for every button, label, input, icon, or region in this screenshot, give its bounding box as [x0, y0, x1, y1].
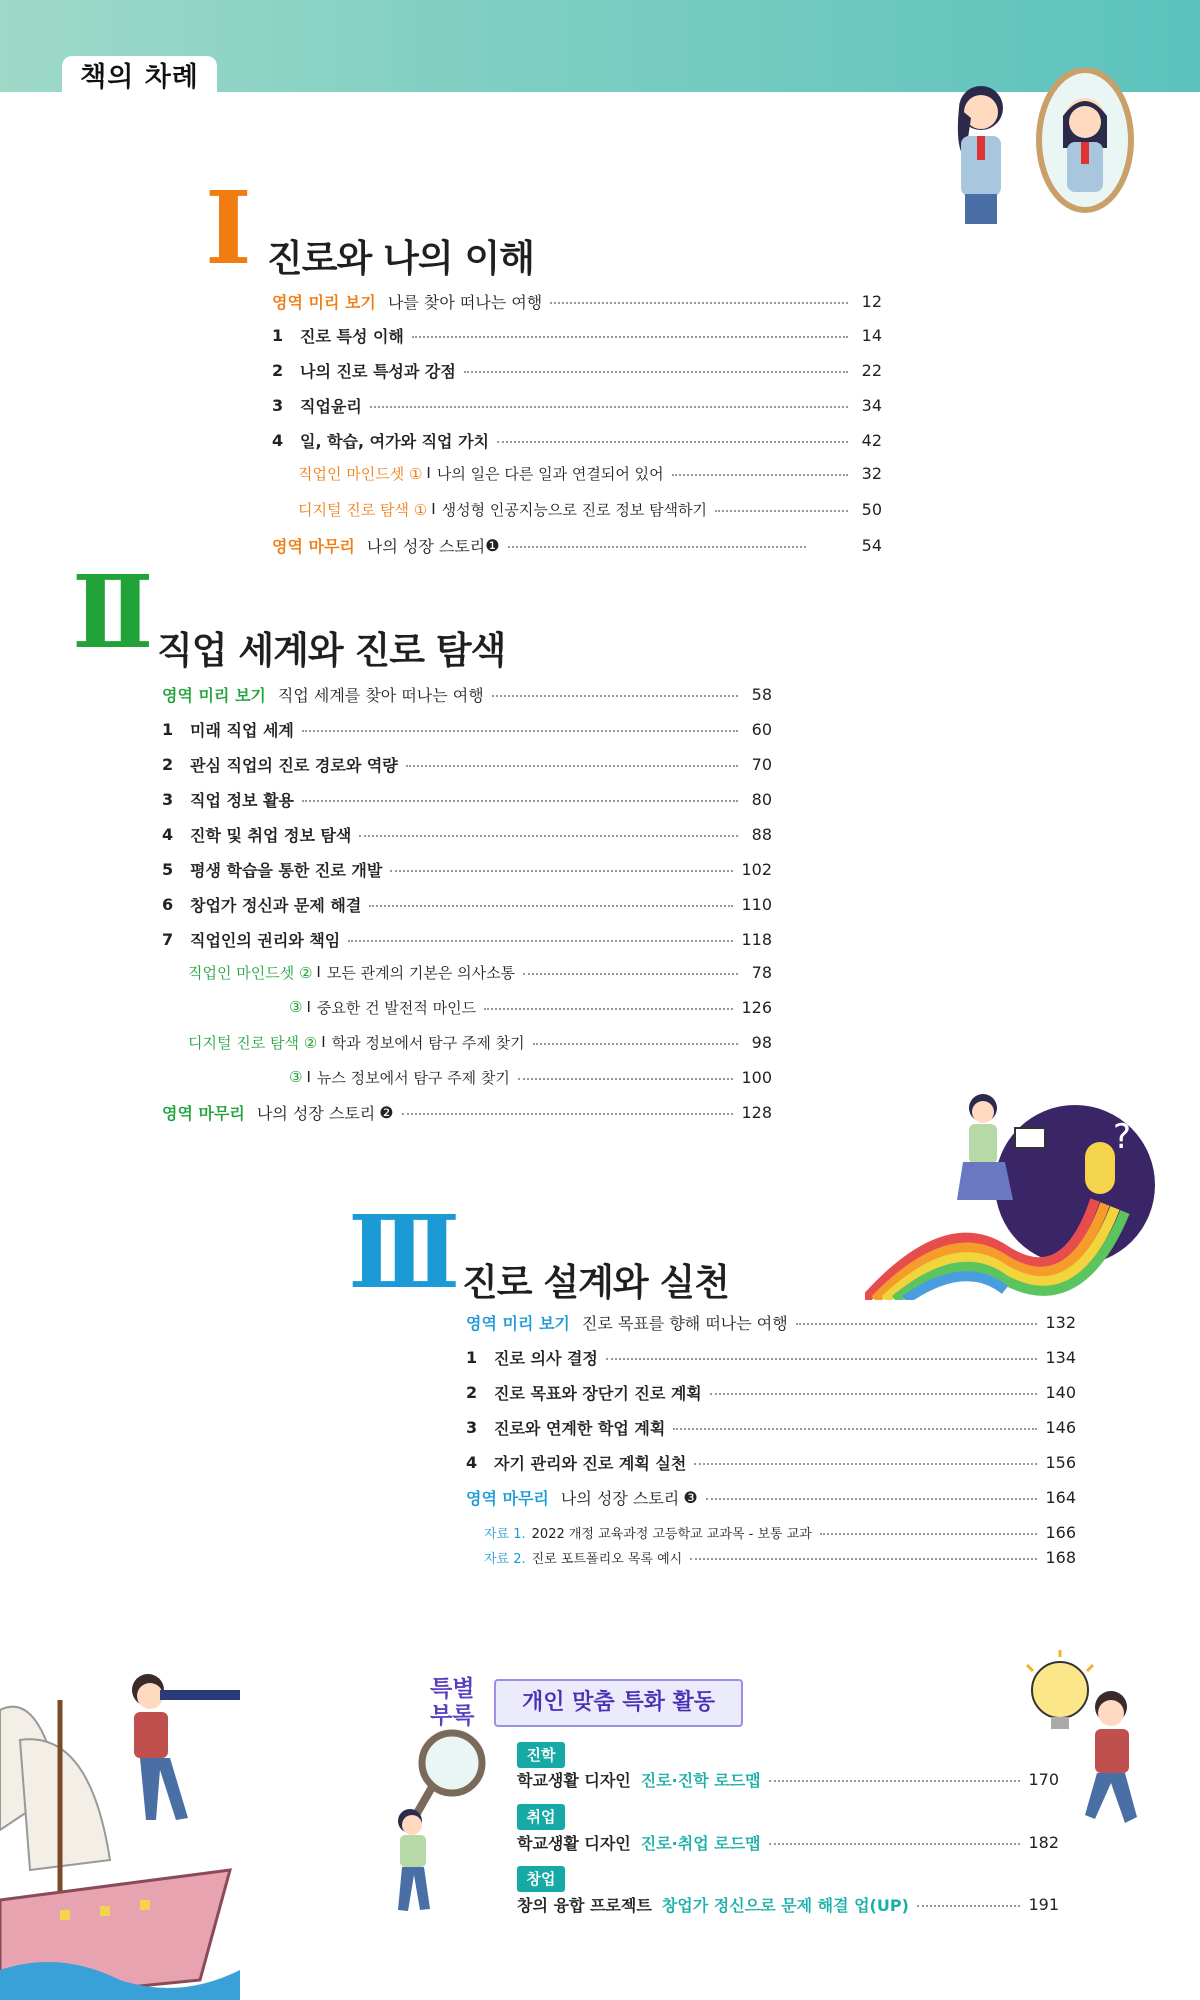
special-box-title: 개인 맞춤 특화 활동: [494, 1679, 743, 1727]
leader-dots: [302, 730, 738, 732]
part2-extra-2[interactable]: [289, 993, 772, 1021]
separator-bar: I: [316, 963, 321, 981]
review-badge: ❷: [379, 1102, 394, 1122]
girls-mirror-illustration: [935, 68, 1135, 240]
appendix-text: 2022 개정 교육과정 고등학교 교과목 - 보통 교과: [531, 1526, 812, 1542]
special-heading: [430, 1676, 486, 1730]
boy-lightbulb-illustration: [1015, 1645, 1165, 1855]
part1-review-row[interactable]: [272, 531, 882, 559]
part3-chapter-2[interactable]: [466, 1378, 1076, 1406]
special-heading-line2: 부록: [430, 1703, 475, 1729]
chip-admission: 진학: [517, 1742, 565, 1768]
chapter-number: 4: [162, 824, 174, 844]
chapter-number: 1: [466, 1347, 478, 1367]
separator-bar: I: [306, 998, 311, 1016]
part1-preview-text: 나를 찾아 떠나는 여행: [387, 292, 543, 312]
chip-startup: 창업: [517, 1866, 565, 1892]
part1-chapter-1[interactable]: [272, 321, 882, 349]
page-number: 164: [1045, 1487, 1076, 1507]
leader-dots: [523, 973, 738, 975]
leader-dots: [706, 1498, 1038, 1500]
part2-title: 직업 세계와 진로 탐색: [157, 629, 506, 672]
chapter-title: 평생 학습을 통한 진로 개발: [190, 860, 383, 880]
chapter-title: 진로 목표와 장단기 진로 계획: [494, 1383, 702, 1403]
chapter-title: 나의 진로 특성과 강점: [300, 361, 456, 381]
chapter-title: 진학 및 취업 정보 탐색: [190, 825, 352, 845]
leader-dots: [690, 1558, 1037, 1560]
appendix-row-2[interactable]: [484, 1543, 1076, 1571]
extra-label: ③: [289, 1068, 303, 1086]
leader-dots: [497, 441, 848, 443]
special-item-highlight: 창업가 정신으로 문제 해결 업(UP): [661, 1895, 909, 1915]
page-number: 102: [741, 859, 772, 879]
chapter-title: 진로 특성 이해: [300, 326, 404, 346]
appendix-text: 진로 포트폴리오 목록 예시: [531, 1551, 683, 1567]
chapter-number: 1: [162, 719, 174, 739]
page-number: 34: [861, 395, 882, 415]
part1-numeral: I: [205, 169, 252, 287]
extra-text: 뉴스 정보에서 탐구 주제 찾기: [316, 1068, 510, 1087]
part3-preview-row[interactable]: [466, 1308, 1076, 1336]
special-item-title: 창의 융합 프로젝트: [517, 1895, 652, 1915]
toc-tab: 책의 차례: [62, 56, 217, 96]
page-number: 88: [751, 824, 772, 844]
leader-dots: [917, 1905, 1021, 1907]
chapter-number: 3: [162, 789, 174, 809]
chapter-number: 1: [272, 325, 284, 345]
leader-dots: [710, 1393, 1038, 1395]
part1-chapter-3[interactable]: [272, 391, 882, 419]
leader-dots: [464, 371, 848, 373]
leader-dots: [769, 1780, 1021, 1782]
page-number: 146: [1045, 1417, 1076, 1437]
part2-numeral: II: [72, 553, 142, 671]
extra-text: 모든 관계의 기본은 의사소통: [326, 963, 516, 982]
page-number: 14: [861, 325, 882, 345]
page-number: 12: [861, 291, 882, 311]
part2-extra-1[interactable]: [188, 958, 772, 986]
page-number: 42: [861, 430, 882, 450]
special-item-highlight: 진로·진학 로드맵: [640, 1770, 761, 1790]
page-number: 170: [1028, 1769, 1059, 1789]
extra-label: ③: [289, 998, 303, 1016]
leader-dots: [402, 1113, 734, 1115]
extra-text: 학과 정보에서 탐구 주제 찾기: [331, 1033, 525, 1052]
leader-dots: [715, 510, 848, 512]
part1-chapter-4[interactable]: [272, 426, 882, 454]
extra-text: 중요한 건 발전적 마인드: [316, 998, 477, 1017]
leader-dots: [796, 1323, 1038, 1325]
part2-review-label: 영역 마무리: [162, 1103, 245, 1123]
part3-numeral: III: [348, 1193, 447, 1311]
leader-dots: [769, 1843, 1021, 1845]
part1-preview-row[interactable]: [272, 287, 882, 315]
separator-bar: I: [431, 500, 436, 518]
part3-review-label: 영역 마무리: [466, 1488, 549, 1508]
part3-preview-text: 진로 목표를 향해 떠나는 여행: [581, 1313, 788, 1333]
leader-dots: [359, 835, 738, 837]
girl-rainbow-illustration: [865, 1090, 1155, 1300]
chapter-title: 진로 의사 결정: [494, 1348, 598, 1368]
chapter-title: 일, 학습, 여가와 직업 가치: [300, 431, 489, 451]
part3-preview-label: 영역 미리 보기: [466, 1313, 570, 1333]
page-number: 100: [741, 1067, 772, 1087]
extra-text: 나의 일은 다른 일과 연결되어 있어: [436, 464, 664, 483]
appendix-label: 자료 1.: [484, 1526, 526, 1542]
review-badge: ❸: [683, 1487, 698, 1507]
page-number: 132: [1045, 1312, 1076, 1332]
part2-extra-3[interactable]: [188, 1028, 772, 1056]
part2-chapter-4[interactable]: [162, 820, 772, 848]
part1-chapter-2[interactable]: [272, 356, 882, 384]
page-number: 98: [751, 1032, 772, 1052]
page-number: 156: [1045, 1452, 1076, 1472]
extra-label: 디지털 진로 탐색 ①: [298, 500, 428, 519]
review-badge: ❶: [485, 535, 500, 555]
part2-preview-text: 직업 세계를 찾아 떠나는 여행: [277, 685, 484, 705]
part3-chapter-3[interactable]: [466, 1413, 1076, 1441]
separator-bar: I: [306, 1068, 311, 1086]
leader-dots: [369, 905, 733, 907]
part3-title: 진로 설계와 실천: [462, 1261, 729, 1304]
extra-label: 직업인 마인드셋 ②: [188, 963, 313, 982]
part3-chapter-1[interactable]: [466, 1343, 1076, 1371]
chapter-title: 창업가 정신과 문제 해결: [190, 895, 362, 915]
leader-dots: [550, 302, 848, 304]
part2-chapter-7[interactable]: [162, 925, 772, 953]
svg-text:?: ?: [1113, 1117, 1132, 1157]
leader-dots: [533, 1043, 738, 1045]
appendix-row-1[interactable]: [484, 1518, 1076, 1546]
page-number: 134: [1045, 1347, 1076, 1367]
leader-dots: [484, 1008, 733, 1010]
chapter-number: 2: [272, 360, 284, 380]
part2-preview-label: 영역 미리 보기: [162, 685, 266, 705]
chapter-number: 7: [162, 929, 174, 949]
special-heading-line1: 특별: [430, 1676, 475, 1702]
chapter-title: 직업윤리: [300, 396, 362, 416]
chapter-title: 직업인의 권리와 책임: [190, 930, 341, 950]
leader-dots: [302, 800, 738, 802]
leader-dots: [694, 1463, 1037, 1465]
special-item-title: 학교생활 디자인: [517, 1833, 631, 1853]
part2-preview-row[interactable]: [162, 680, 772, 708]
chip-employment: 취업: [517, 1804, 565, 1830]
page-number: 191: [1028, 1894, 1059, 1914]
special-item-3[interactable]: [517, 1890, 1059, 1918]
page-number: 54: [861, 535, 882, 555]
chapter-number: 3: [466, 1417, 478, 1437]
leader-dots: [518, 1078, 734, 1080]
leader-dots: [370, 406, 848, 408]
leader-dots: [492, 695, 738, 697]
page-number: 78: [751, 962, 772, 982]
page-number: 60: [751, 719, 772, 739]
part2-chapter-3[interactable]: [162, 785, 772, 813]
part1-title: 진로와 나의 이해: [267, 237, 534, 280]
page-number: 118: [741, 929, 772, 949]
review-text: 나의 성장 스토리: [256, 1103, 376, 1123]
review-text: 나의 성장 스토리: [560, 1488, 680, 1508]
part3-review-row[interactable]: [466, 1483, 1076, 1511]
chapter-title: 관심 직업의 진로 경로와 역량: [190, 755, 398, 775]
leader-dots: [390, 870, 733, 872]
chapter-number: 6: [162, 894, 174, 914]
page-number: 166: [1045, 1522, 1076, 1542]
part1-review-label: 영역 마무리: [272, 536, 355, 556]
leader-dots: [508, 546, 806, 548]
special-item-title: 학교생활 디자인: [517, 1770, 631, 1790]
special-item-2[interactable]: [517, 1828, 1059, 1856]
page-number: 32: [861, 463, 882, 483]
part2-review-row[interactable]: [162, 1098, 772, 1126]
part1-extra-2[interactable]: [298, 495, 882, 523]
page-number: 128: [741, 1102, 772, 1122]
extra-label: 직업인 마인드셋 ①: [298, 464, 423, 483]
boy-telescope-ship-illustration: [0, 1670, 300, 2000]
part1-preview-label: 영역 미리 보기: [272, 292, 376, 312]
page-number: 168: [1045, 1547, 1076, 1567]
part1-extra-1[interactable]: [298, 459, 882, 487]
leader-dots: [672, 474, 848, 476]
chapter-number: 2: [466, 1382, 478, 1402]
chapter-number: 5: [162, 859, 174, 879]
part2-extra-4[interactable]: [289, 1063, 772, 1091]
leader-dots: [673, 1428, 1037, 1430]
chapter-title: 진로와 연계한 학업 계획: [494, 1418, 666, 1438]
leader-dots: [820, 1533, 1038, 1535]
extra-label: 디지털 진로 탐색 ②: [188, 1033, 318, 1052]
special-item-1[interactable]: [517, 1765, 1059, 1793]
page-number: 110: [741, 894, 772, 914]
chapter-number: 2: [162, 754, 174, 774]
page-number: 126: [741, 997, 772, 1017]
page-number: 182: [1028, 1832, 1059, 1852]
leader-dots: [412, 336, 848, 338]
chapter-title: 자기 관리와 진로 계획 실천: [494, 1453, 687, 1473]
girl-magnifier-illustration: [380, 1725, 500, 1925]
part3-chapter-4[interactable]: [466, 1448, 1076, 1476]
chapter-title: 미래 직업 세계: [190, 720, 294, 740]
part2-chapter-6[interactable]: [162, 890, 772, 918]
leader-dots: [606, 1358, 1038, 1360]
page-number: 140: [1045, 1382, 1076, 1402]
part2-chapter-5[interactable]: [162, 855, 772, 883]
separator-bar: I: [426, 464, 431, 482]
page-number: 80: [751, 789, 772, 809]
page-number: 58: [751, 684, 772, 704]
part2-chapter-1[interactable]: [162, 715, 772, 743]
page-number: 22: [861, 360, 882, 380]
review-text: 나의 성장 스토리: [366, 536, 486, 556]
appendix-label: 자료 2.: [484, 1551, 526, 1567]
separator-bar: I: [321, 1033, 326, 1051]
chapter-number: 4: [466, 1452, 478, 1472]
chapter-title: 직업 정보 활용: [190, 790, 294, 810]
leader-dots: [348, 940, 733, 942]
page-number: 70: [751, 754, 772, 774]
special-item-highlight: 진로·취업 로드맵: [640, 1833, 761, 1853]
leader-dots: [406, 765, 738, 767]
chapter-number: 3: [272, 395, 284, 415]
chapter-number: 4: [272, 430, 284, 450]
part2-chapter-2[interactable]: [162, 750, 772, 778]
page-number: 50: [861, 499, 882, 519]
extra-text: 생성형 인공지능으로 진로 정보 탐색하기: [441, 500, 708, 519]
